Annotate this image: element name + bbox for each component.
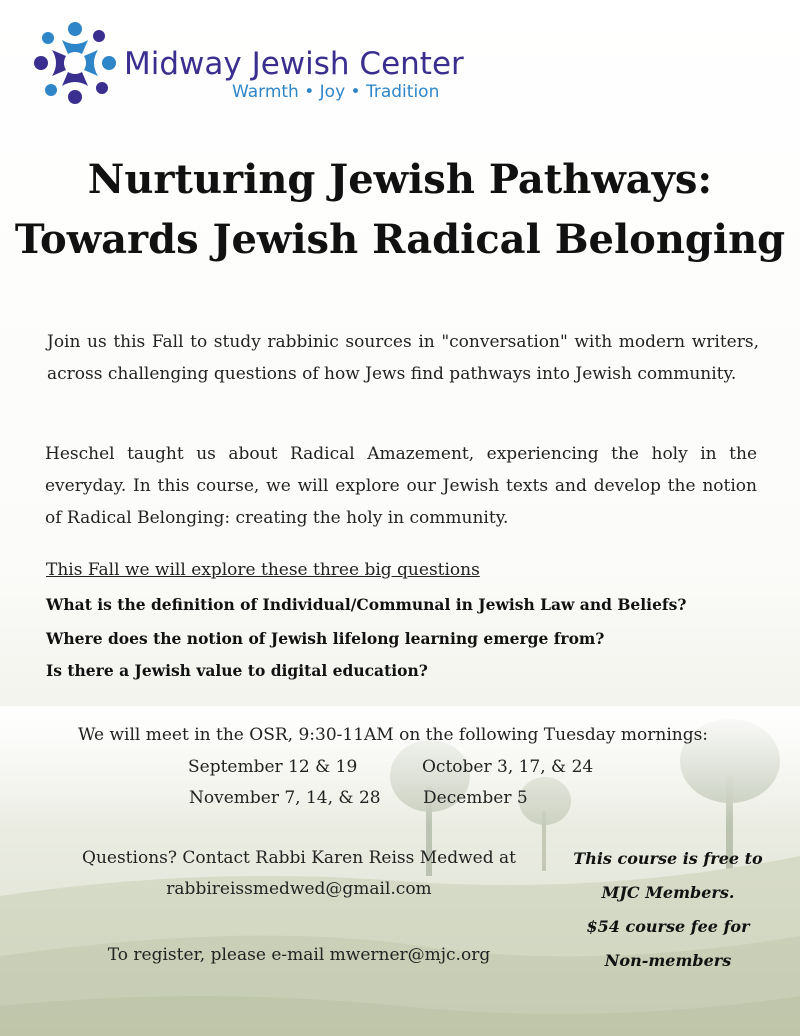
- logo-people-icon: [30, 18, 120, 108]
- title-line-2: Towards Jewish Radical Belonging: [14, 216, 786, 263]
- date-november: November 7, 14, & 28: [189, 788, 381, 808]
- org-name: Midway Jewish Center: [124, 46, 464, 82]
- question-item: Is there a Jewish value to digital education?: [46, 661, 428, 680]
- page-title: [0, 150, 800, 270]
- contact-block: [55, 843, 543, 905]
- fee-line-4: Non-members: [604, 951, 732, 970]
- date-december: December 5: [423, 788, 528, 808]
- heschel-paragraph: Heschel taught us about Radical Amazement, experiencing the holy in the everyday. In this course, we will explore our Jewish texts and develop the notion of Radical Belonging: creating the holy in community.: [45, 444, 757, 528]
- question-item: Where does the notion of Jewish lifelong learning emerge from?: [46, 629, 605, 648]
- logo-text: [124, 46, 464, 102]
- fee-line-1: This course is free to: [573, 849, 763, 868]
- title-line-1: Nurturing Jewish Pathways:: [87, 156, 713, 203]
- schedule-intro: We will meet in the OSR, 9:30-11AM on the following Tuesday mornings:: [77, 725, 709, 745]
- org-tagline: Warmth • Joy • Tradition: [232, 82, 440, 102]
- date-october: October 3, 17, & 24: [422, 757, 594, 777]
- fee-info: [563, 842, 773, 978]
- question-item: What is the definition of Individual/Communal in Jewish Law and Beliefs?: [46, 595, 687, 614]
- register-line[interactable]: To register, please e-mail mwerner@mjc.org: [107, 945, 491, 965]
- fee-line-2: MJC Members.: [601, 883, 735, 902]
- contact-line: Questions? Contact Rabbi Karen Reiss Medwed at: [82, 848, 516, 868]
- contact-email[interactable]: rabbireissmedwed@gmail.com: [166, 879, 432, 899]
- questions-heading: This Fall we will explore these three big questions: [46, 560, 480, 580]
- intro-paragraph: Join us this Fall to study rabbinic sources in "conversation" with modern writers, across challenging questions of how Jews find pathways into Jewish community.: [47, 332, 759, 384]
- fee-line-3: $54 course fee for: [586, 917, 750, 936]
- date-september: September 12 & 19: [188, 757, 358, 777]
